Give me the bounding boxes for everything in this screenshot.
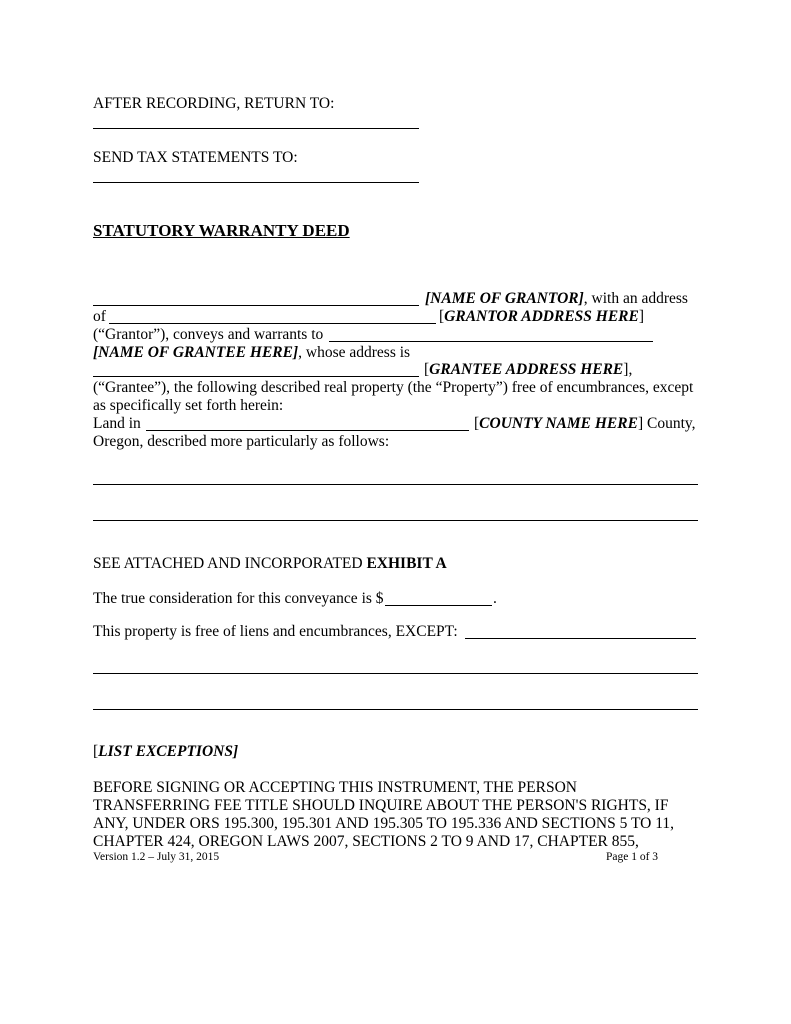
warning-line-1: BEFORE SIGNING OR ACCEPTING THIS INSTRUMENT, THE PERSON — [93, 779, 577, 796]
grantor-placeholder: [NAME OF GRANTOR] — [425, 290, 584, 307]
grantor-line — [425, 290, 688, 308]
grantee-definition: (“Grantee”), the following described real property (the “Property”) free of encumbrances, except — [93, 379, 694, 396]
page-number: Page 1 of 3 — [606, 851, 659, 863]
consideration-end: . — [493, 590, 497, 607]
list-exceptions-label: LIST EXCEPTIONS] — [98, 743, 239, 760]
grantee-name-blank[interactable] — [329, 341, 653, 342]
exhibit-line: SEE ATTACHED AND INCORPORATED EXHIBIT A — [93, 555, 447, 572]
grantee-placeholder: [NAME OF GRANTEE HERE] — [93, 344, 299, 361]
return-to-blank[interactable] — [93, 128, 419, 129]
grantee-address-placeholder: GRANTEE ADDRESS HERE — [429, 361, 624, 378]
tax-statements-blank[interactable] — [93, 182, 419, 183]
grantor-tail: , with an address — [583, 290, 688, 307]
consideration-text: The true consideration for this conveyance is $ — [93, 590, 384, 607]
grantee-address-line: [GRANTEE ADDRESS HERE], — [424, 361, 633, 378]
of-label: of — [93, 308, 106, 325]
grantee-address-blank[interactable] — [93, 376, 419, 377]
oregon-text: Oregon, described more particularly as follows: — [93, 433, 390, 450]
grantor-address-placeholder: GRANTOR ADDRESS HERE — [444, 308, 639, 325]
send-tax-label: SEND TAX STATEMENTS TO: — [93, 149, 298, 166]
consideration-amount-blank[interactable] — [385, 605, 492, 606]
warning-line-4: CHAPTER 424, OREGON LAWS 2007, SECTIONS 2 TO 9 AND 17, CHAPTER 855, — [93, 833, 639, 850]
grantor-name-blank[interactable] — [93, 305, 419, 306]
liens-text: This property is free of liens and encumbrances, EXCEPT: — [93, 623, 458, 640]
grantor-definition: (“Grantor”), conveys and warrants to — [93, 326, 324, 343]
exceptions-blank-2[interactable] — [93, 709, 698, 710]
grantor-address-blank[interactable] — [109, 323, 436, 324]
grantee-line — [93, 344, 410, 362]
after-recording-label: AFTER RECORDING, RETURN TO: — [93, 95, 335, 112]
land-blank[interactable] — [146, 430, 469, 431]
document-title: STATUTORY WARRANTY DEED — [93, 221, 350, 240]
exceptions-blank-1[interactable] — [93, 673, 698, 674]
version-footer: Version 1.2 – July 31, 2015 — [93, 851, 220, 863]
warning-line-3: ANY, UNDER ORS 195.300, 195.301 AND 195.305 TO 195.336 AND SECTIONS 5 TO 11, — [93, 815, 675, 832]
county-placeholder: COUNTY NAME HERE — [479, 415, 638, 432]
description-blank-1[interactable] — [93, 484, 698, 485]
land-in-label: Land in — [93, 415, 141, 432]
exhibit-label: EXHIBIT A — [366, 555, 447, 572]
list-exceptions: [LIST EXCEPTIONS] — [93, 743, 239, 760]
grantee-tail: , whose address is — [298, 344, 411, 361]
liens-except-blank[interactable] — [465, 638, 696, 639]
grantor-address-line: [GRANTOR ADDRESS HERE] — [439, 308, 645, 325]
specifically-text: as specifically set forth herein: — [93, 397, 284, 414]
county-line: [COUNTY NAME HERE] County, — [474, 415, 696, 432]
description-blank-2[interactable] — [93, 520, 698, 521]
warning-line-2: TRANSFERRING FEE TITLE SHOULD INQUIRE ABOUT THE PERSON'S RIGHTS, IF — [93, 797, 669, 814]
